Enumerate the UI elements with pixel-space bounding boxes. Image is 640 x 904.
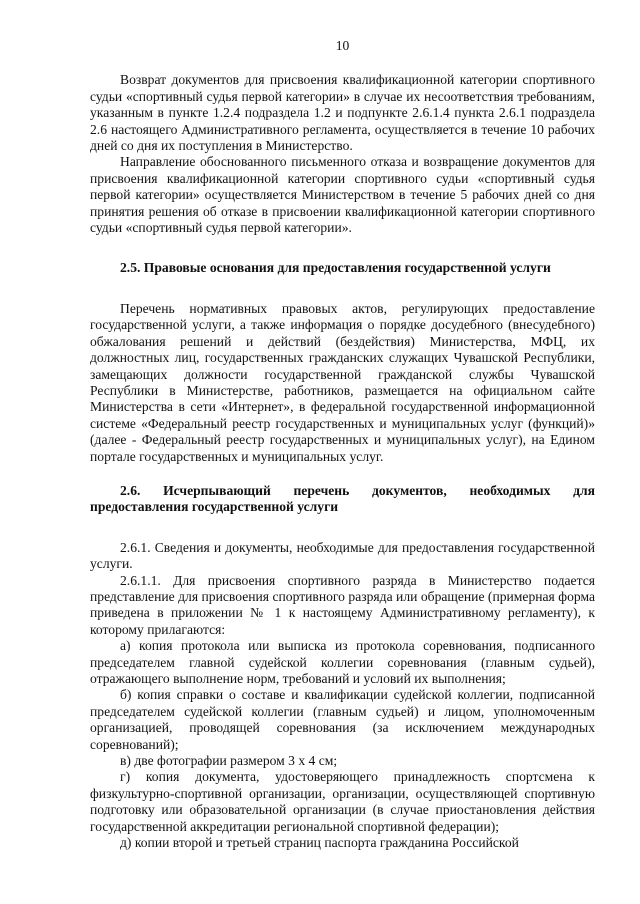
paragraph-2-6-1: 2.6.1. Сведения и документы, необходимые для предоставления государственной услуги. [90,539,595,572]
paragraph-legal-acts: Перечень нормативных правовых актов, регулирующих предоставление государственной услуги, а также информация о порядке досудебного (внесудебного) обжалования решений и действий (бездействия) Министерства, МФЦ, их должностных лиц, государственных гражданских служащих Чувашской Республики, замещающих должности государственной гражданской службы Чувашской Республики в Министерстве, работников, размещается на официальном сайте Министерства в сети «Интернет», в федеральной государственной информационной системе «Федеральный реестр государственных и муниципальных услуг (функций)» (далее - Федеральный реестр государственных и муниципальных услуг), на Едином портале государственных и муниципальных услуг. [90,300,595,464]
list-item-g: г) копия документа, удостоверяющего принадлежность спортсмена к физкультурно-спортивной организации, организации, осуществляющей спортивную подготовку или образовательной организации (в случае приостановления действия государственной аккредитации региональной спортивной федерации); [90,769,595,834]
section-heading-2-5: 2.5. Правовые основания для предоставления государственной услуги [120,260,551,276]
page-number: 10 [335,38,350,53]
section-heading-2-6: 2.6. Исчерпывающий перечень документов, необходимых для предоставления государственной услуги [90,482,595,515]
document-page [90,38,595,851]
list-item-d: д) копии второй и третьей страниц паспорта гражданина Российской [120,835,519,851]
list-item-a: а) копия протокола или выписка из протокола соревнования, подписанного председателем главной судейской коллегии соревнования (главным судьей), отражающего выполнение норм, требований и условий их выполнения; [90,638,595,686]
paragraph-2-6-1-1: 2.6.1.1. Для присвоения спортивного разряда в Министерство подается представление для присвоения спортивного разряда или обращение (примерная форма приведена в приложении № 1 к настоящему Административному регламенту), к которому прилагаются: [90,572,595,637]
list-item-v: в) две фотографии размером 3 х 4 см; [120,753,338,769]
paragraph-return-documents: Возврат документов для присвоения квалификационной категории спортивного судьи «спортивный судья первой категории» в случае их несоответствия требованиям, указанным в пункте 1.2.4 подраздела 1.2 и подпункте 2.6.1.4 пункта 2.6.1 подраздела 2.6 настоящего Административного регламента, осуществляется в течение 10 рабочих дней со дня их поступления в Министерство. [90,72,595,154]
list-item-b: б) копия справки о составе и квалификации судейской коллегии, подписанной председателем судейской коллегии (главным судьей) и лицом, уполномоченным организацией, проводящей соревнования (за исключением международных соревнований); [90,687,595,752]
paragraph-refusal-notice: Направление обоснованного письменного отказа и возвращение документов для присвоения квалификационной категории спортивного судьи «спортивный судья первой категории» осуществляется Министерством в течение 5 рабочих дней со дня принятия решения об отказе в присвоении квалификационной категории спортивного судьи «спортивный судья первой категории». [90,154,595,236]
